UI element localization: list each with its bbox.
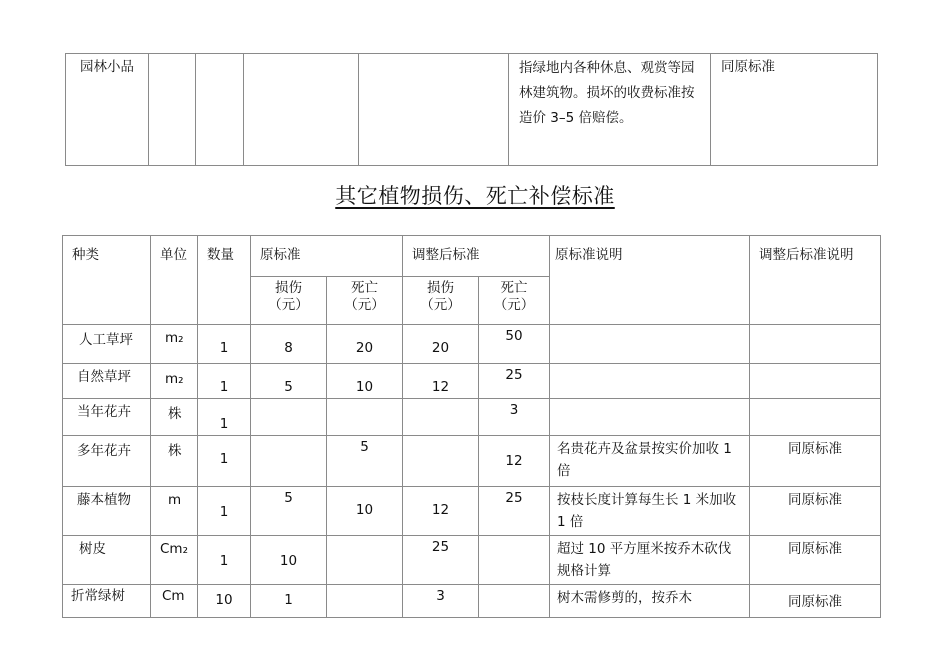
o-death-cell — [327, 399, 403, 436]
adjusted-desc-cell: 同原标准 — [750, 487, 881, 536]
original-desc-cell: 树木需修剪的，按乔木 — [550, 585, 750, 618]
table-row — [63, 436, 881, 487]
o-death-cell: 10 — [327, 487, 403, 536]
a-death-cell — [479, 536, 550, 585]
o-death-cell: 5 — [327, 436, 403, 487]
table-row — [63, 585, 881, 618]
a-death-cell: 3 — [479, 399, 550, 436]
o-death-cell — [327, 585, 403, 618]
adjusted-desc-cell — [750, 399, 881, 436]
o-damage-cell — [251, 436, 327, 487]
table-row — [66, 54, 878, 166]
species-cell: 当年花卉 — [63, 399, 151, 436]
species-cell: 藤本植物 — [63, 487, 151, 536]
o-damage-cell: 5 — [251, 487, 327, 536]
quantity-cell: 1 — [198, 399, 251, 436]
table-row — [63, 487, 881, 536]
empty-cell — [196, 54, 244, 166]
a-damage-cell: 20 — [403, 325, 479, 364]
o-damage-cell — [251, 399, 327, 436]
species-cell: 树皮 — [63, 536, 151, 585]
table-row — [63, 536, 881, 585]
o-death-cell — [327, 536, 403, 585]
original-desc-cell: 按枝长度计算每生长 1 米加收 1 倍 — [550, 487, 750, 536]
species-cell: 多年花卉 — [63, 436, 151, 487]
header-original-desc: 原标准说明 — [550, 236, 750, 325]
adjusted-desc-cell: 同原标准 — [750, 536, 881, 585]
original-desc-cell — [550, 364, 750, 399]
quantity-cell: 1 — [198, 325, 251, 364]
a-damage-cell — [403, 436, 479, 487]
table-row — [63, 399, 881, 436]
unit-cell: m₂ — [151, 364, 198, 399]
item-name-cell: 园林小品 — [66, 54, 149, 166]
subheader-adjusted-damage: 损伤 （元） — [403, 276, 479, 324]
a-damage-cell — [403, 399, 479, 436]
header-quantity: 数量 — [198, 236, 251, 325]
unit-cell: Cm₂ — [151, 536, 198, 585]
original-desc-cell: 超过 10 平方厘米按乔木砍伐规格计算 — [550, 536, 750, 585]
unit-cell: 株 — [151, 399, 198, 436]
o-death-cell: 20 — [327, 325, 403, 364]
original-desc-cell — [550, 399, 750, 436]
o-damage-cell: 5 — [251, 364, 327, 399]
species-cell: 自然草坪 — [63, 364, 151, 399]
quantity-cell: 1 — [198, 364, 251, 399]
subheader-original-damage: 损伤 （元） — [251, 276, 327, 324]
empty-cell — [359, 54, 509, 166]
table-row — [63, 325, 881, 364]
unit-cell: 株 — [151, 436, 198, 487]
adjusted-desc-cell: 同原标准 — [750, 436, 881, 487]
a-death-cell: 25 — [479, 487, 550, 536]
top-table-fragment — [65, 53, 878, 166]
o-damage-cell: 10 — [251, 536, 327, 585]
o-damage-cell: 1 — [251, 585, 327, 618]
species-cell: 人工草坪 — [63, 325, 151, 364]
header-original: 原标准 — [251, 236, 403, 277]
table-row — [63, 364, 881, 399]
unit-cell: Cm — [151, 585, 198, 618]
header-species: 种类 — [63, 236, 151, 325]
header-adjusted: 调整后标准 — [403, 236, 550, 277]
original-desc-cell: 名贵花卉及盆景按实价加收 1 倍 — [550, 436, 750, 487]
header-unit: 单位 — [151, 236, 198, 325]
empty-cell — [244, 54, 359, 166]
o-damage-cell: 8 — [251, 325, 327, 364]
subheader-original-death: 死亡 （元） — [327, 276, 403, 324]
a-damage-cell: 12 — [403, 487, 479, 536]
adjusted-desc-cell: 同原标准 — [711, 54, 878, 166]
a-death-cell: 50 — [479, 325, 550, 364]
unit-cell: m — [151, 487, 198, 536]
description-cell: 指绿地内各种休息、观赏等园林建筑物。损坏的收费标准按造价 3–5 倍赔偿。 — [509, 54, 711, 166]
a-damage-cell: 3 — [403, 585, 479, 618]
original-desc-cell — [550, 325, 750, 364]
adjusted-desc-cell — [750, 325, 881, 364]
species-cell: 折常绿树 — [63, 585, 151, 618]
quantity-cell: 1 — [198, 436, 251, 487]
a-damage-cell: 25 — [403, 536, 479, 585]
quantity-cell: 1 — [198, 536, 251, 585]
quantity-cell: 10 — [198, 585, 251, 618]
header-row — [63, 236, 881, 277]
subheader-adjusted-death: 死亡 （元） — [479, 276, 550, 324]
unit-cell: m₂ — [151, 325, 198, 364]
o-death-cell: 10 — [327, 364, 403, 399]
quantity-cell: 1 — [198, 487, 251, 536]
empty-cell — [149, 54, 196, 166]
a-damage-cell: 12 — [403, 364, 479, 399]
header-adjusted-desc: 调整后标准说明 — [750, 236, 881, 325]
adjusted-desc-cell: 同原标准 — [750, 585, 881, 618]
a-death-cell — [479, 585, 550, 618]
a-death-cell: 12 — [479, 436, 550, 487]
compensation-table — [62, 235, 881, 618]
section-title: 其它植物损伤、死亡补偿标准 — [335, 184, 615, 208]
adjusted-desc-cell — [750, 364, 881, 399]
a-death-cell: 25 — [479, 364, 550, 399]
